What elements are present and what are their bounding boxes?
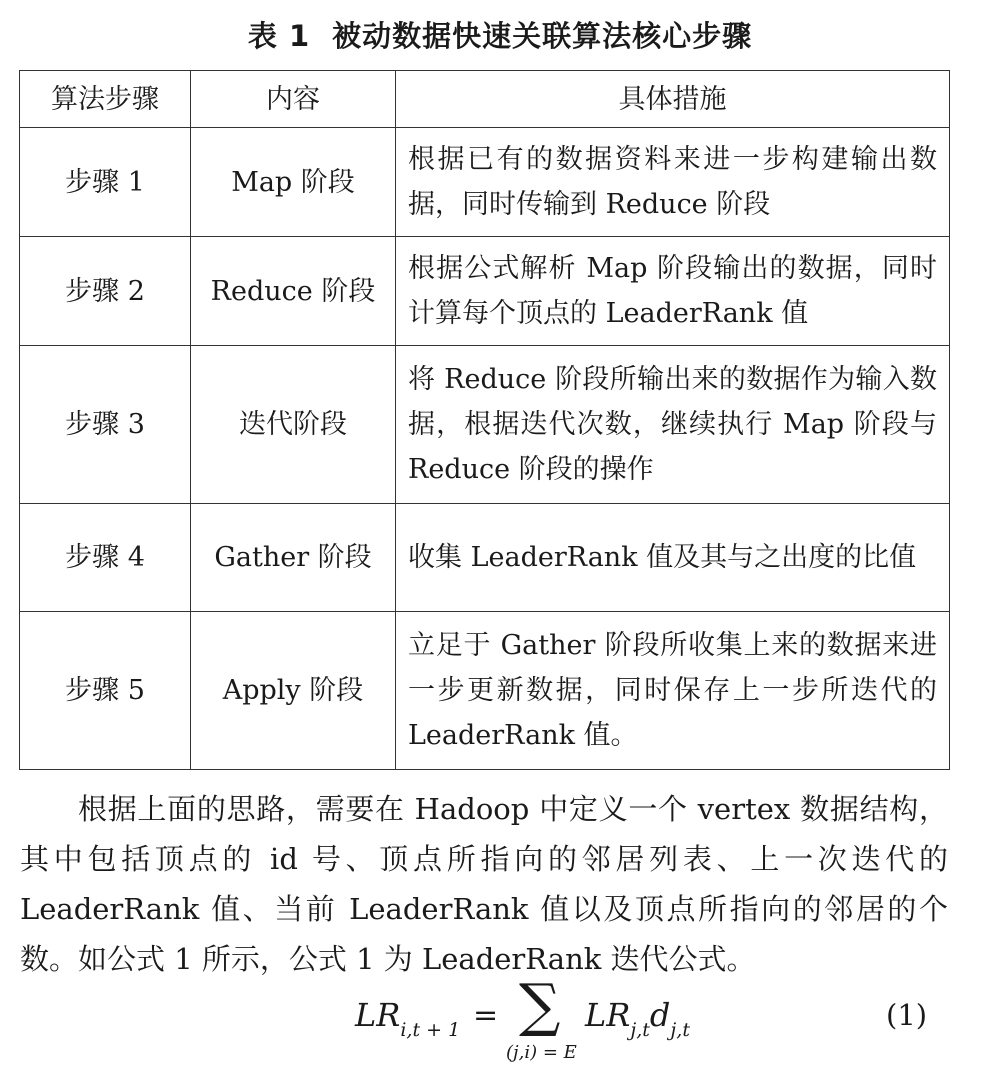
row-content: Apply 阶段 [191,612,396,770]
table-header-row [20,71,950,128]
table-title: 被动数据快速关联算法核心步骤 [332,19,753,53]
formula-rhs-symbol: LR [585,996,631,1034]
formula-rhs-factor: d [649,996,671,1034]
row-step: 步骤 5 [20,612,191,770]
formula-equals: = [473,998,499,1033]
row-content: Gather 阶段 [191,504,396,612]
row-step: 步骤 1 [20,128,191,237]
table-row [20,612,950,770]
formula-rhs-factor-subscript: j,t [670,1019,690,1041]
formula-lhs-subscript: i,t + 1 [400,1019,461,1041]
body-paragraph: 根据上面的思路，需要在 Hadoop 中定义一个 vertex 数据结构，其中包括顶点的 id 号、顶点所指向的邻居列表、上一次迭代的 LeaderRank 值、当前 LeaderRank 值以及顶点所指向的邻居的个数。如公式 1 所示，公式 1 为 LeaderRank 迭代公式。 [20,792,948,976]
row-content: Map 阶段 [191,128,396,237]
row-measure: 收集 LeaderRank 值及其与之出度的比值 [396,504,950,612]
row-step: 步骤 2 [20,237,191,346]
row-measure: 根据已有的数据资料来进一步构建输出数据，同时传输到 Reduce 阶段 [396,128,950,237]
table-row [20,504,950,612]
header-content: 内容 [191,71,396,128]
leaderrank-formula [0,971,1000,1070]
formula-sum-symbol: ∑ [519,971,561,1039]
table-row [20,346,950,504]
formula-rhs [585,996,690,1041]
table-row [20,237,950,346]
row-measure: 将 Reduce 阶段所输出来的数据作为输入数据，根据迭代次数，继续执行 Map 阶段与 Reduce 阶段的操作 [396,346,950,504]
header-step: 算法步骤 [20,71,191,128]
algorithm-steps-table [19,70,950,770]
row-content: 迭代阶段 [191,346,396,504]
table-number: 表 1 [247,19,311,53]
formula-lhs [355,996,460,1041]
row-measure: 根据公式解析 Map 阶段输出的数据，同时计算每个顶点的 LeaderRank 值 [396,237,950,346]
row-content: Reduce 阶段 [191,237,396,346]
row-measure: 立足于 Gather 阶段所收集上来的数据来进一步更新数据，同时保存上一步所迭代的 LeaderRank 值。 [396,612,950,770]
table-row [20,128,950,237]
formula-rhs-subscript: j,t [630,1019,650,1041]
table-caption [0,14,1000,55]
formula-sum-subscript: (j,i) = E [506,1042,577,1063]
formula-lhs-symbol: LR [355,996,401,1034]
row-step: 步骤 4 [20,504,191,612]
header-measure: 具体措施 [396,71,950,128]
formula-number: (1) [886,998,928,1032]
row-step: 步骤 3 [20,346,191,504]
